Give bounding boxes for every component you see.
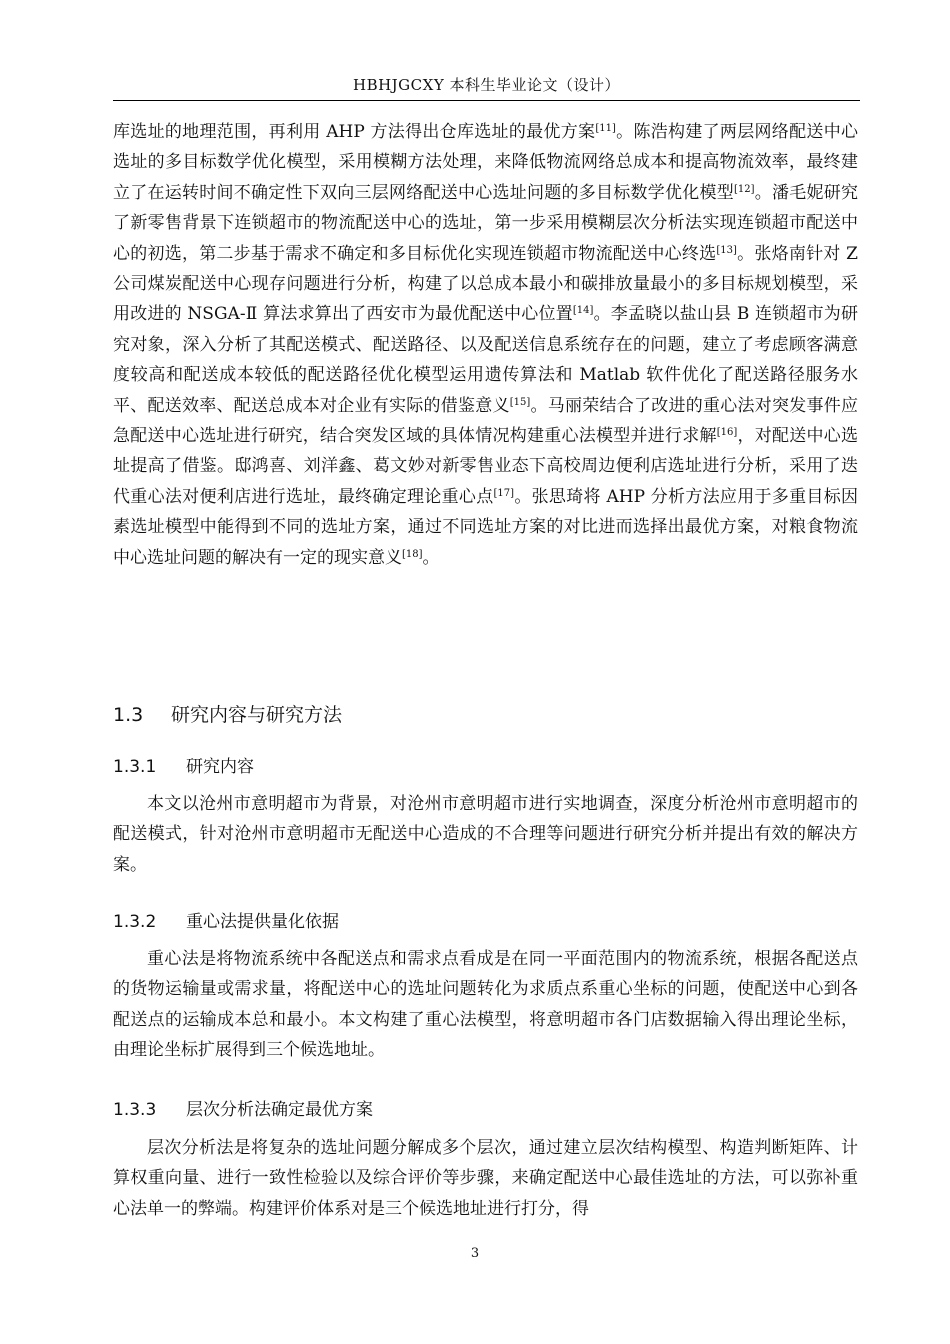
citation-11[interactable]: [11] <box>595 123 616 134</box>
review-text-2: 。陈浩构建了两层网络配送中心选址的多目标数学优化模型，采用模糊方法处理，来降低物流网络总成本和提高物流效率，最终建立了在运转时间不确定性下双向三层网络配送中心选址问题的多目标数学优化模型 <box>113 122 858 203</box>
review-text-9: 。 <box>422 547 440 568</box>
paragraph-gravity-method <box>113 944 858 1066</box>
subsection-title: 重心法提供量化依据 <box>186 912 339 932</box>
section-heading-1-3 <box>113 700 342 727</box>
subsection-number: 1.3.1 <box>113 757 157 777</box>
review-text-4: 。张烙南针对 Z 公司煤炭配送中心现存问题进行分析，构建了以总成本最小和碳排放量最小的多目标规划模型，采用改进的 NSGA-Ⅱ 算法求算出了西安市为最优配送中心位置 <box>113 243 858 325</box>
citation-13[interactable]: [13] <box>716 244 737 256</box>
citation-12[interactable]: [12] <box>733 183 755 195</box>
review-text-7: ，对配送中心选址提高了借鉴。邸鸿喜、刘洋鑫、葛文妙对新零售业态下高校周边便利店选址进行分析，采用了迭代重心法对便利店进行选址，最终确定理论重心点 <box>113 426 859 507</box>
citation-15[interactable]: [15] <box>509 396 531 408</box>
paragraph-text: 本文以沧州市意明超市为背景，对沧州市意明超市进行实地调查，深度分析沧州市意明超市的配送模式，针对沧州市意明超市无配送中心造成的不合理等问题进行研究分析并提出有效的解决方案。 <box>113 794 858 875</box>
review-text-6: 。马丽荣结合了改进的重心法对突发事件应急配送中心选址进行研究，结合突发区域的具体情况构建重心法模型并进行求解 <box>113 395 859 447</box>
paragraph-text: 层次分析法是将复杂的选址问题分解成多个层次，通过建立层次结构模型、构造判断矩阵、计算权重向量、进行一致性检验以及综合评价等步骤，来确定配送中心最佳选址的方法，可以弥补重心法单一的弊端。构建评价体系对是三个候选地址进行打分，得 <box>113 1138 858 1219</box>
paragraph-text: 重心法是将物流系统中各配送点和需求点看成是在同一平面范围内的物流系统，根据各配送点的货物运输量或需求量，将配送中心的选址问题转化为求质点系重心坐标的问题，使配送中心到各配送点的运输成本总和最小。本文构建了重心法模型，将意明超市各门店数据输入得出理论坐标，由理论坐标扩展得到三个候选地址。 <box>113 949 858 1061</box>
paragraph-research-content <box>113 789 858 880</box>
section-number: 1.3 <box>113 704 144 726</box>
citation-18[interactable]: [18] <box>402 548 423 560</box>
literature-review-paragraph <box>113 117 858 573</box>
subsection-heading-1-3-3 <box>113 1095 373 1120</box>
review-text-5: 。李孟晓以盐山县 B 连锁超市为研究对象，深入分析了其配送模式、配送路径、以及配送信息系统存在的问题，建立了考虑顾客满意度较高和配送成本较低的配送路径优化模型运用遗传算法和 Matlab 软件优化了配送路径服务水平、配送效率、配送总成本对企业有实际的借鉴意义 <box>113 304 858 416</box>
subsection-title: 研究内容 <box>186 757 254 777</box>
citation-17[interactable]: [17] <box>493 487 515 499</box>
review-text-1: 库选址的地理范围，再利用 AHP 方法得出仓库选址的最优方案 <box>113 122 596 142</box>
page-number: 3 <box>470 1246 480 1261</box>
subsection-heading-1-3-1 <box>113 752 254 777</box>
subsection-heading-1-3-2 <box>113 907 339 932</box>
review-text-8: 。张思琦将 AHP 分析方法应用于多重目标因素选址模型中能得到不同的选址方案，通过不同选址方案的对比进而选择出最优方案，对粮食物流中心选址问题的解决有一定的现实意义 <box>113 486 858 568</box>
review-text-3: 。潘毛妮研究了新零售背景下连锁超市的物流配送中心的选址，第一步采用模糊层次分析法实现连锁超市配送中心的初选，第二步基于需求不确定和多目标优化实现连锁超市物流配送中心终选 <box>113 182 859 264</box>
citation-14[interactable]: [14] <box>572 305 594 317</box>
citation-16[interactable]: [16] <box>716 427 738 439</box>
header-rule <box>113 100 860 101</box>
subsection-number: 1.3.3 <box>113 1100 157 1120</box>
section-title: 研究内容与研究方法 <box>171 704 343 726</box>
running-header: HBHJGCXY 本科生毕业论文（设计） <box>352 76 620 94</box>
paragraph-ahp-method <box>113 1133 858 1224</box>
subsection-number: 1.3.2 <box>113 912 157 932</box>
subsection-title: 层次分析法确定最优方案 <box>186 1100 373 1120</box>
